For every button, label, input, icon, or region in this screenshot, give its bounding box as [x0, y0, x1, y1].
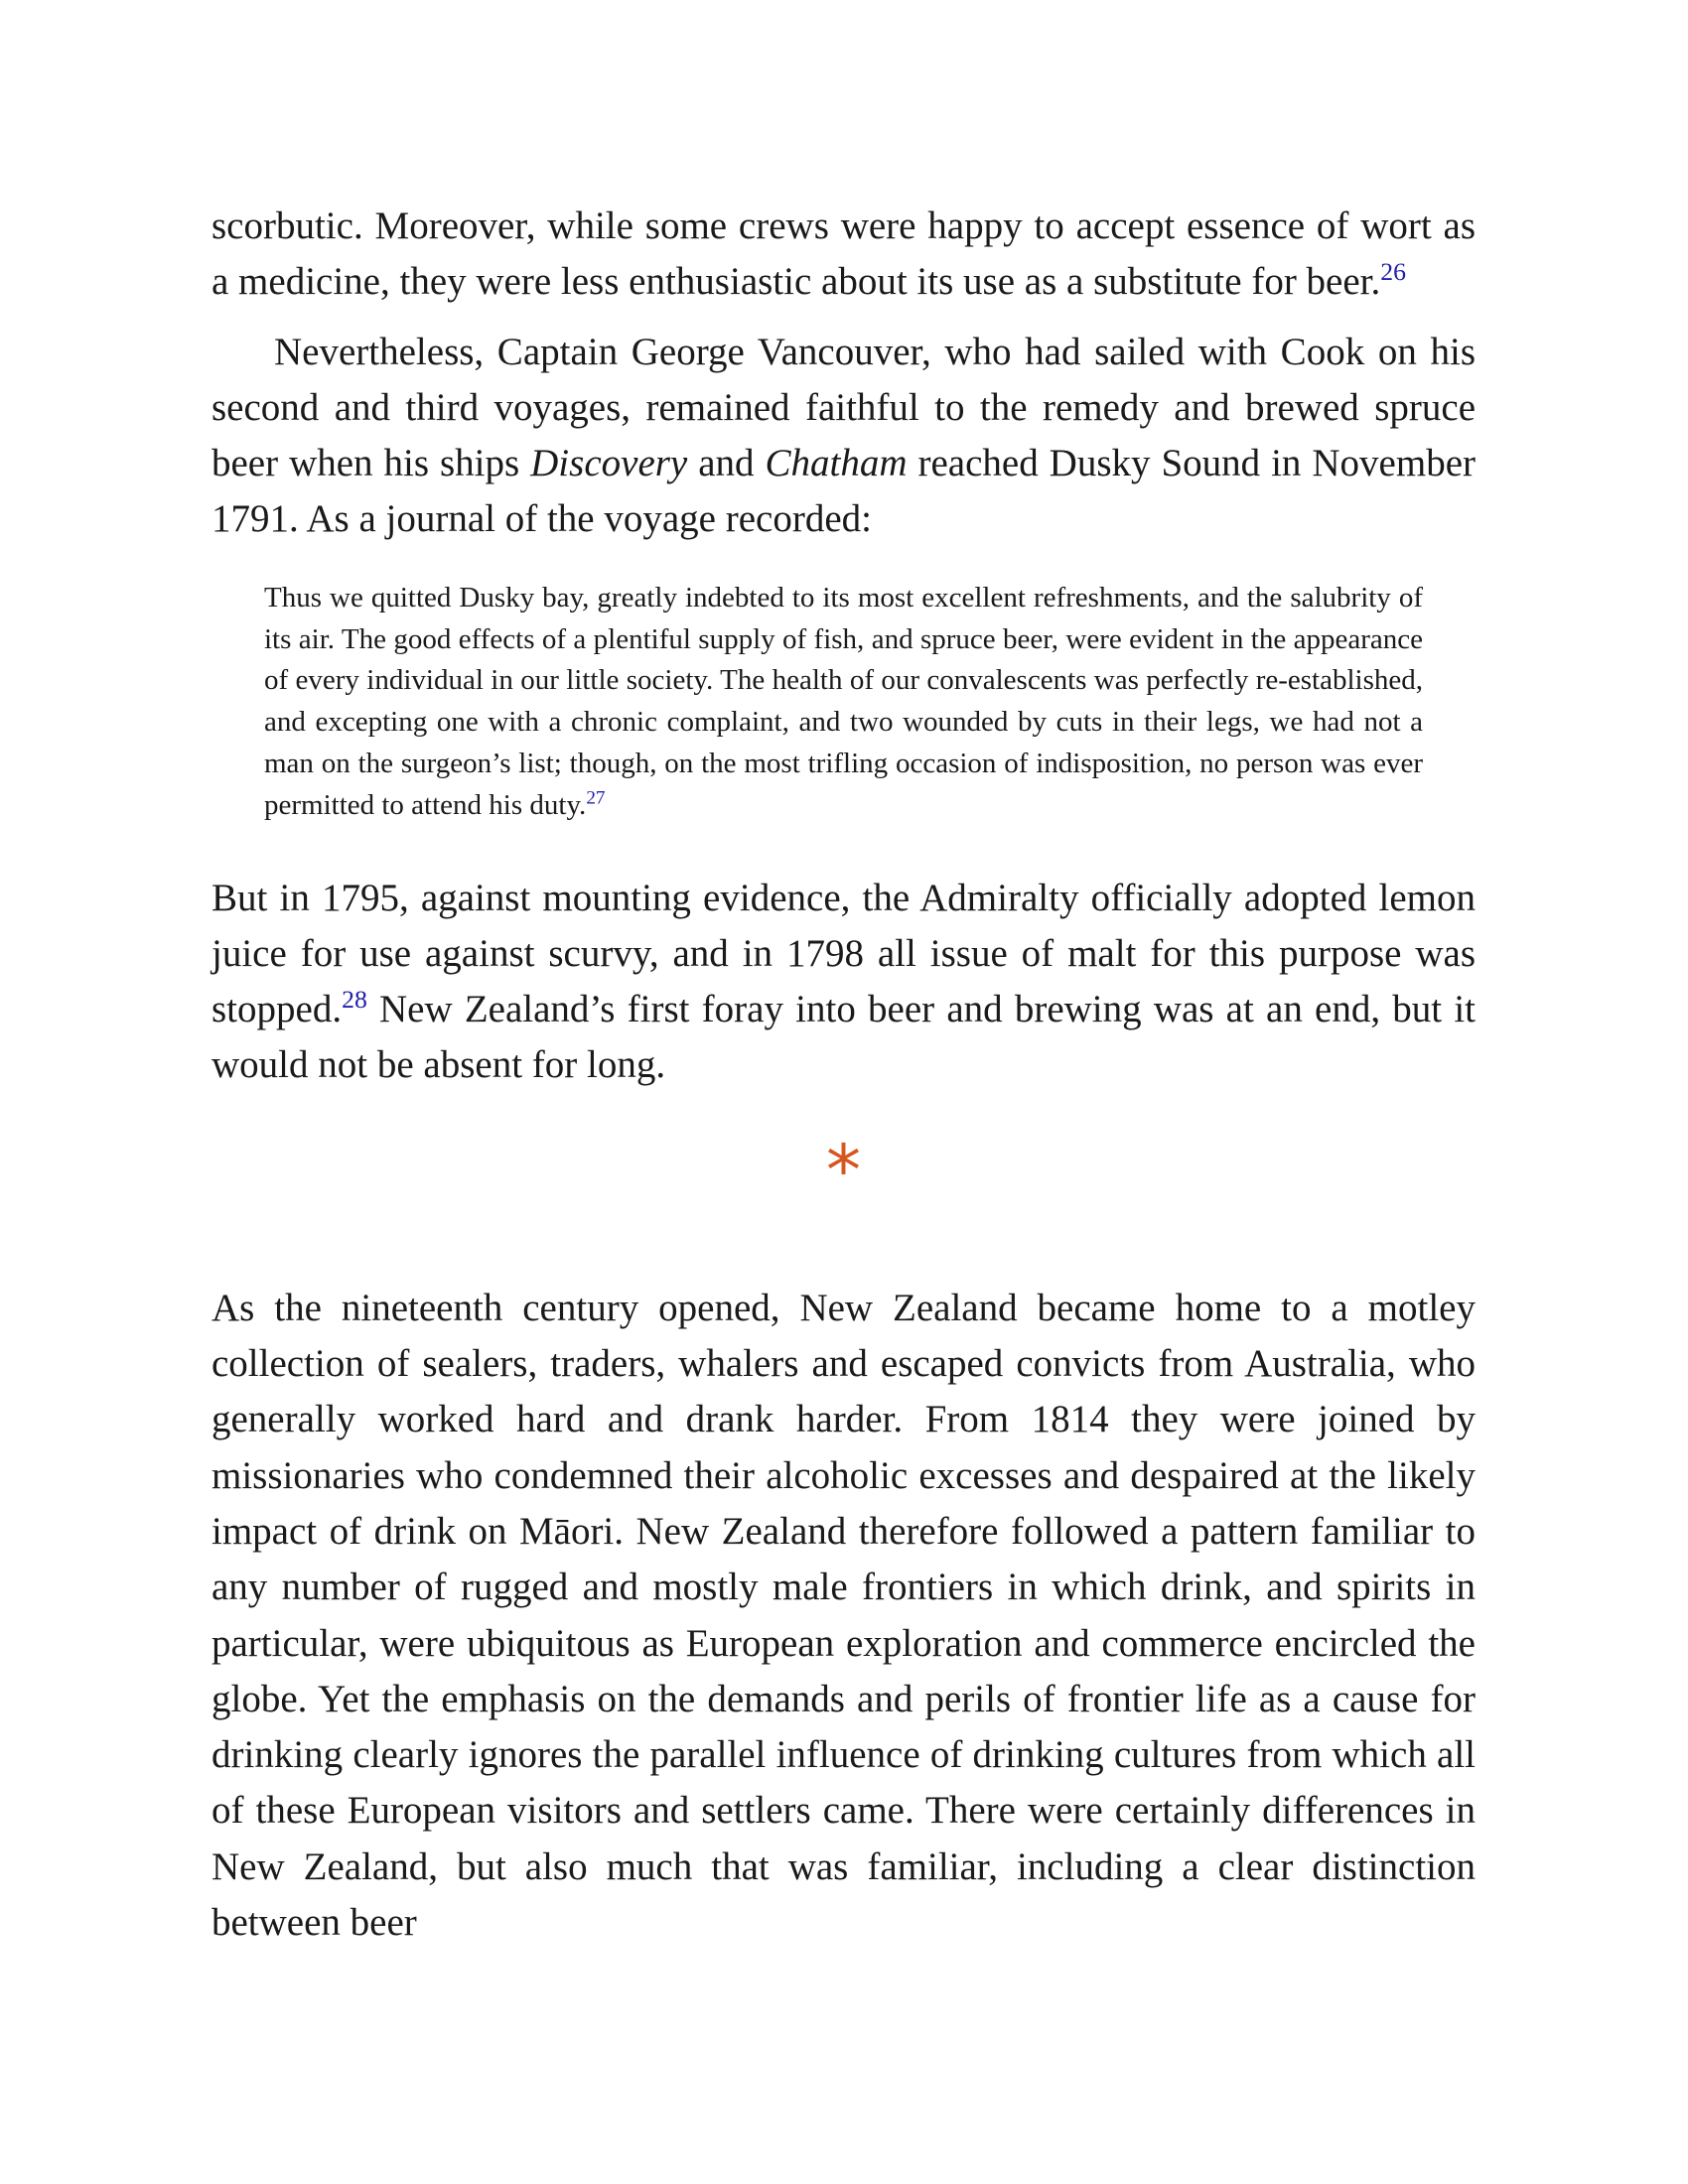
section-break-asterisk: * — [826, 1129, 861, 1211]
paragraph-text: scorbutic. Moreover, while some crews were happy to accept essence of wort as a medicine, they were less enthusiastic about its use as a substitute for beer. — [211, 205, 1476, 304]
paragraph-nineteenth-century — [211, 1281, 1476, 1952]
footnote-ref-28[interactable]: 28 — [342, 985, 367, 1014]
paragraph-text: New Zealand’s first foray into beer and brewing was at an end, but it would not be absent for long. — [211, 988, 1476, 1087]
paragraph-text: But in 1795, against mounting evidence, the Admiralty officially adopted lemon juice for use against scurvy, and in 1798 all issue of malt for this purpose was stopped. — [211, 876, 1476, 1031]
paragraph-text: reached Dusky Sound in November 1791. As a journal of the voyage recorded: — [211, 442, 1477, 541]
block-quote-journal — [264, 578, 1423, 827]
paragraph-admiralty — [211, 871, 1476, 1094]
footnote-ref-27[interactable]: 27 — [586, 787, 606, 809]
footnote-ref-26[interactable]: 26 — [1380, 257, 1406, 287]
paragraph-scorbutic — [211, 199, 1476, 311]
paragraph-vancouver — [211, 325, 1476, 548]
book-page — [211, 199, 1476, 1951]
quote-text: Thus we quitted Dusky bay, greatly indebted to its most excellent refreshments, and the salubrity of its air. The good effects of a plentiful supply of fish, and spruce beer, were evident in the appearance of every individual in our little society. The health of our convalescents was perfectly re-established, and excepting one with a chronic complaint, and two wounded by cuts in their legs, we had not a man on the surgeon’s list; though, on the most trifling occasion of indisposition, no person was ever permitted to attend his duty. — [264, 581, 1423, 821]
paragraph-text: and — [687, 442, 766, 485]
paragraph-text: As the nineteenth century opened, New Zealand became home to a motley collection of sealers, traders, whalers and escaped convicts from Australia, who generally worked hard and drank harder. From 1814 they were joined by missionaries who condemned their alcoholic excesses and despaired at the likely impact of drink on Māori. New Zealand therefore followed a pattern familiar to any number of rugged and mostly male frontiers in which drink, and spirits in particular, were ubiquitous as European exploration and commerce encircled the globe. Yet the emphasis on the demands and perils of frontier life as a cause for drinking clearly ignores the parallel influence of drinking cultures from which all of these European visitors and settlers came. There were certainly differences in New Zealand, but also much that was familiar, including a clear distinction between beer — [211, 1286, 1476, 1945]
paragraph-text: Nevertheless, Captain George Vancouver, who had sailed with Cook on his second and third voyages, remained faithful to the remedy and brewed spruce beer when his ships — [211, 330, 1476, 485]
ship-name-chatham: Chatham — [765, 442, 908, 485]
ship-name-discovery: Discovery — [530, 442, 688, 485]
